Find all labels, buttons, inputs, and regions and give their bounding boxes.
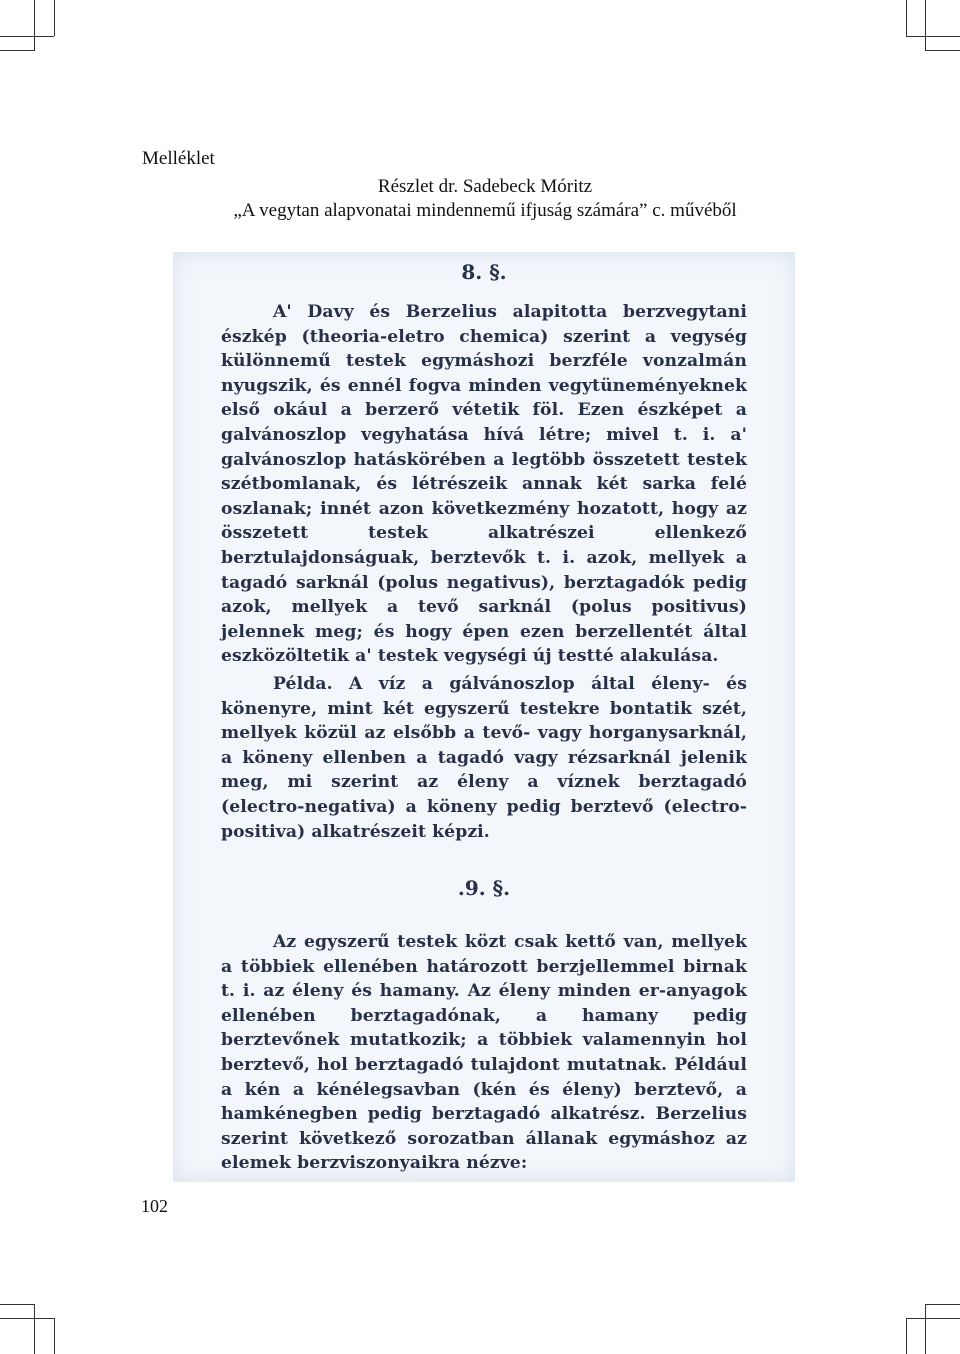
scanned-page [173,252,795,1182]
crop-mark-bottom-right-h [906,1318,960,1319]
section-label: Melléklet [142,148,215,169]
crop-mark-bottom-left-h [0,1318,54,1319]
section-8-heading: 8. §. [461,260,507,284]
section-8-paragraph-1: A' Davy és Berzelius alapitotta berzvegytani észkép (theoria-eletro chemica) szerint a vegység különnemű testek egymáshozi berzféle vonzalmán nyugszik, és ennél fogva minden vegytüneményeknek első okául a berzerő vétetik föl. Ezen észképet a galvánoszlop vegyhatása hívá létre; mivel t. i. a' galvánoszlop hatáskörében a legtöbb összetett testek szétbomlanak, és létrészeik annak két sarka felé oszlanak; innét azon következmény hozatott, hogy az összetett testek alkatrészei ellenkező berztulajdonságuak, berztevők t. i. azok, mellyek a tagadó sarknál (polus negativus), berztagadók pedig azok, mellyek a tevő sarknál (polus positivus) jelennek meg; és hogy épen ezen berzellentét által eszközöltetik a' testek vegységi új testté alakulása. [221,302,747,667]
crop-mark-top-left-h2 [0,50,35,51]
crop-mark-bottom-left-v2 [54,1318,55,1354]
crop-mark-top-right-h2 [925,50,960,51]
crop-mark-bottom-left-v [34,1304,35,1354]
crop-mark-bottom-right-v [906,1318,907,1354]
section-9-heading: .9. §. [457,876,511,900]
crop-mark-bottom-right-v2 [925,1304,926,1354]
crop-mark-top-left-v [34,0,35,50]
page-number: 102 [141,1196,168,1216]
crop-mark-bottom-left-h2 [0,1304,35,1305]
section-8-paragraph-2: Példa. A víz a gálvánoszlop által éleny- és könenyre, mint két egyszerű testekre bontatik szét, mellyek közül az elsőbb a tevő- vagy horganysarknál, a köneny ellenben a tagadó vagy rézsarknál jelenik meg, mi szerint az éleny a víznek berztagadó (electro-negativa) a köneny pedig berztevő (electro-positiva) alkatrészeit képzi. [221,674,747,842]
caption-line-2: „A vegytan alapvonatai mindennemű ifjuság számára” c. művéből [233,200,737,221]
crop-mark-top-right-h [906,36,960,37]
crop-mark-top-right-v [906,0,907,36]
crop-mark-top-right-v2 [925,0,926,50]
crop-mark-top-left-h [0,36,54,37]
crop-mark-top-left-v2 [54,0,55,36]
caption-line-1: Részlet dr. Sadebeck Móritz [377,176,593,197]
section-9-paragraph-1: Az egyszerű testek közt csak kettő van, mellyek a többiek ellenében határozott berzjellemmel birnak t. i. az éleny és hamany. Az éleny minden er-anyagok ellenében berztagadónak, a hamany pedig berztevőnek mutatkozik; a többiek valamennyin hol berztevő, hol berztagadó tulajdont mutatnak. Például a kén a kénélegsavban (kén és éleny) berztevő, a hamkénegben pedig berztagadó alkatrész. Berzelius szerint következő sorozatban állanak egymáshoz az elemek berzviszonyaikra nézve: [221,932,747,1174]
crop-mark-bottom-right-h2 [925,1304,960,1305]
